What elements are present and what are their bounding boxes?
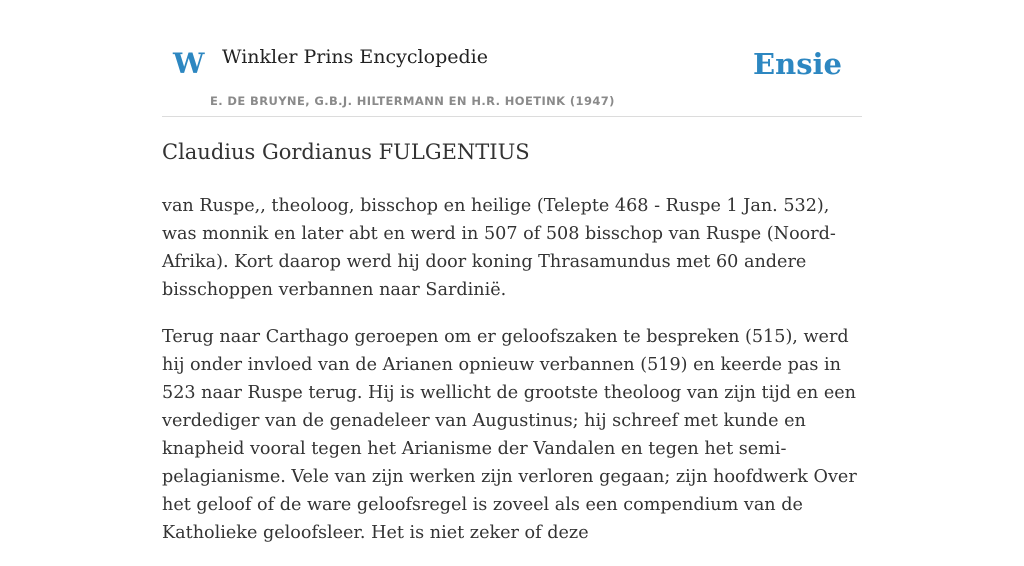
book-authors: E. DE BRUYNE, G.B.J. HILTERMANN EN H.R. HOETINK (1947) (210, 94, 615, 108)
book-title[interactable]: Winkler Prins Encyclopedie (222, 46, 488, 68)
winkler-prins-logo[interactable]: W (173, 47, 205, 80)
entry-paragraph-2: Terug naar Carthago geroepen om er geloofszaken te bespreken (515), werd hij onder invloed van de Arianen opnieuw verbannen (519) en keerde pas in 523 naar Ruspe terug. Hij is wellicht de grootste theoloog van zijn tijd en een verdediger van de genadeleer van Augustinus; hij schreef met kunde en knapheid vooral tegen het Arianisme der Vandalen en tegen het semi-pelagianisme. Vele van zijn werken zijn verloren gegaan; zijn hoofdwerk Over het geloof of de ware geloofsregel is zoveel als een compendium van de Katholieke geloofsleer. Het is niet zeker of deze (162, 327, 857, 543)
entry-body (162, 192, 864, 566)
entry-paragraph-1: van Ruspe,, theoloog, bisschop en heilige (Telepte 468 - Ruspe 1 Jan. 532), was monnik en later abt en werd in 507 of 508 bisschop van Ruspe (Noord-Afrika). Kort daarop werd hij door koning Thrasamundus met 60 andere bisschoppen verbannen naar Sardinië. (162, 196, 836, 300)
entry-title: Claudius Gordianus FULGENTIUS (162, 140, 530, 164)
site-header (162, 0, 862, 117)
ensie-logo-link[interactable]: Ensie (753, 47, 842, 81)
